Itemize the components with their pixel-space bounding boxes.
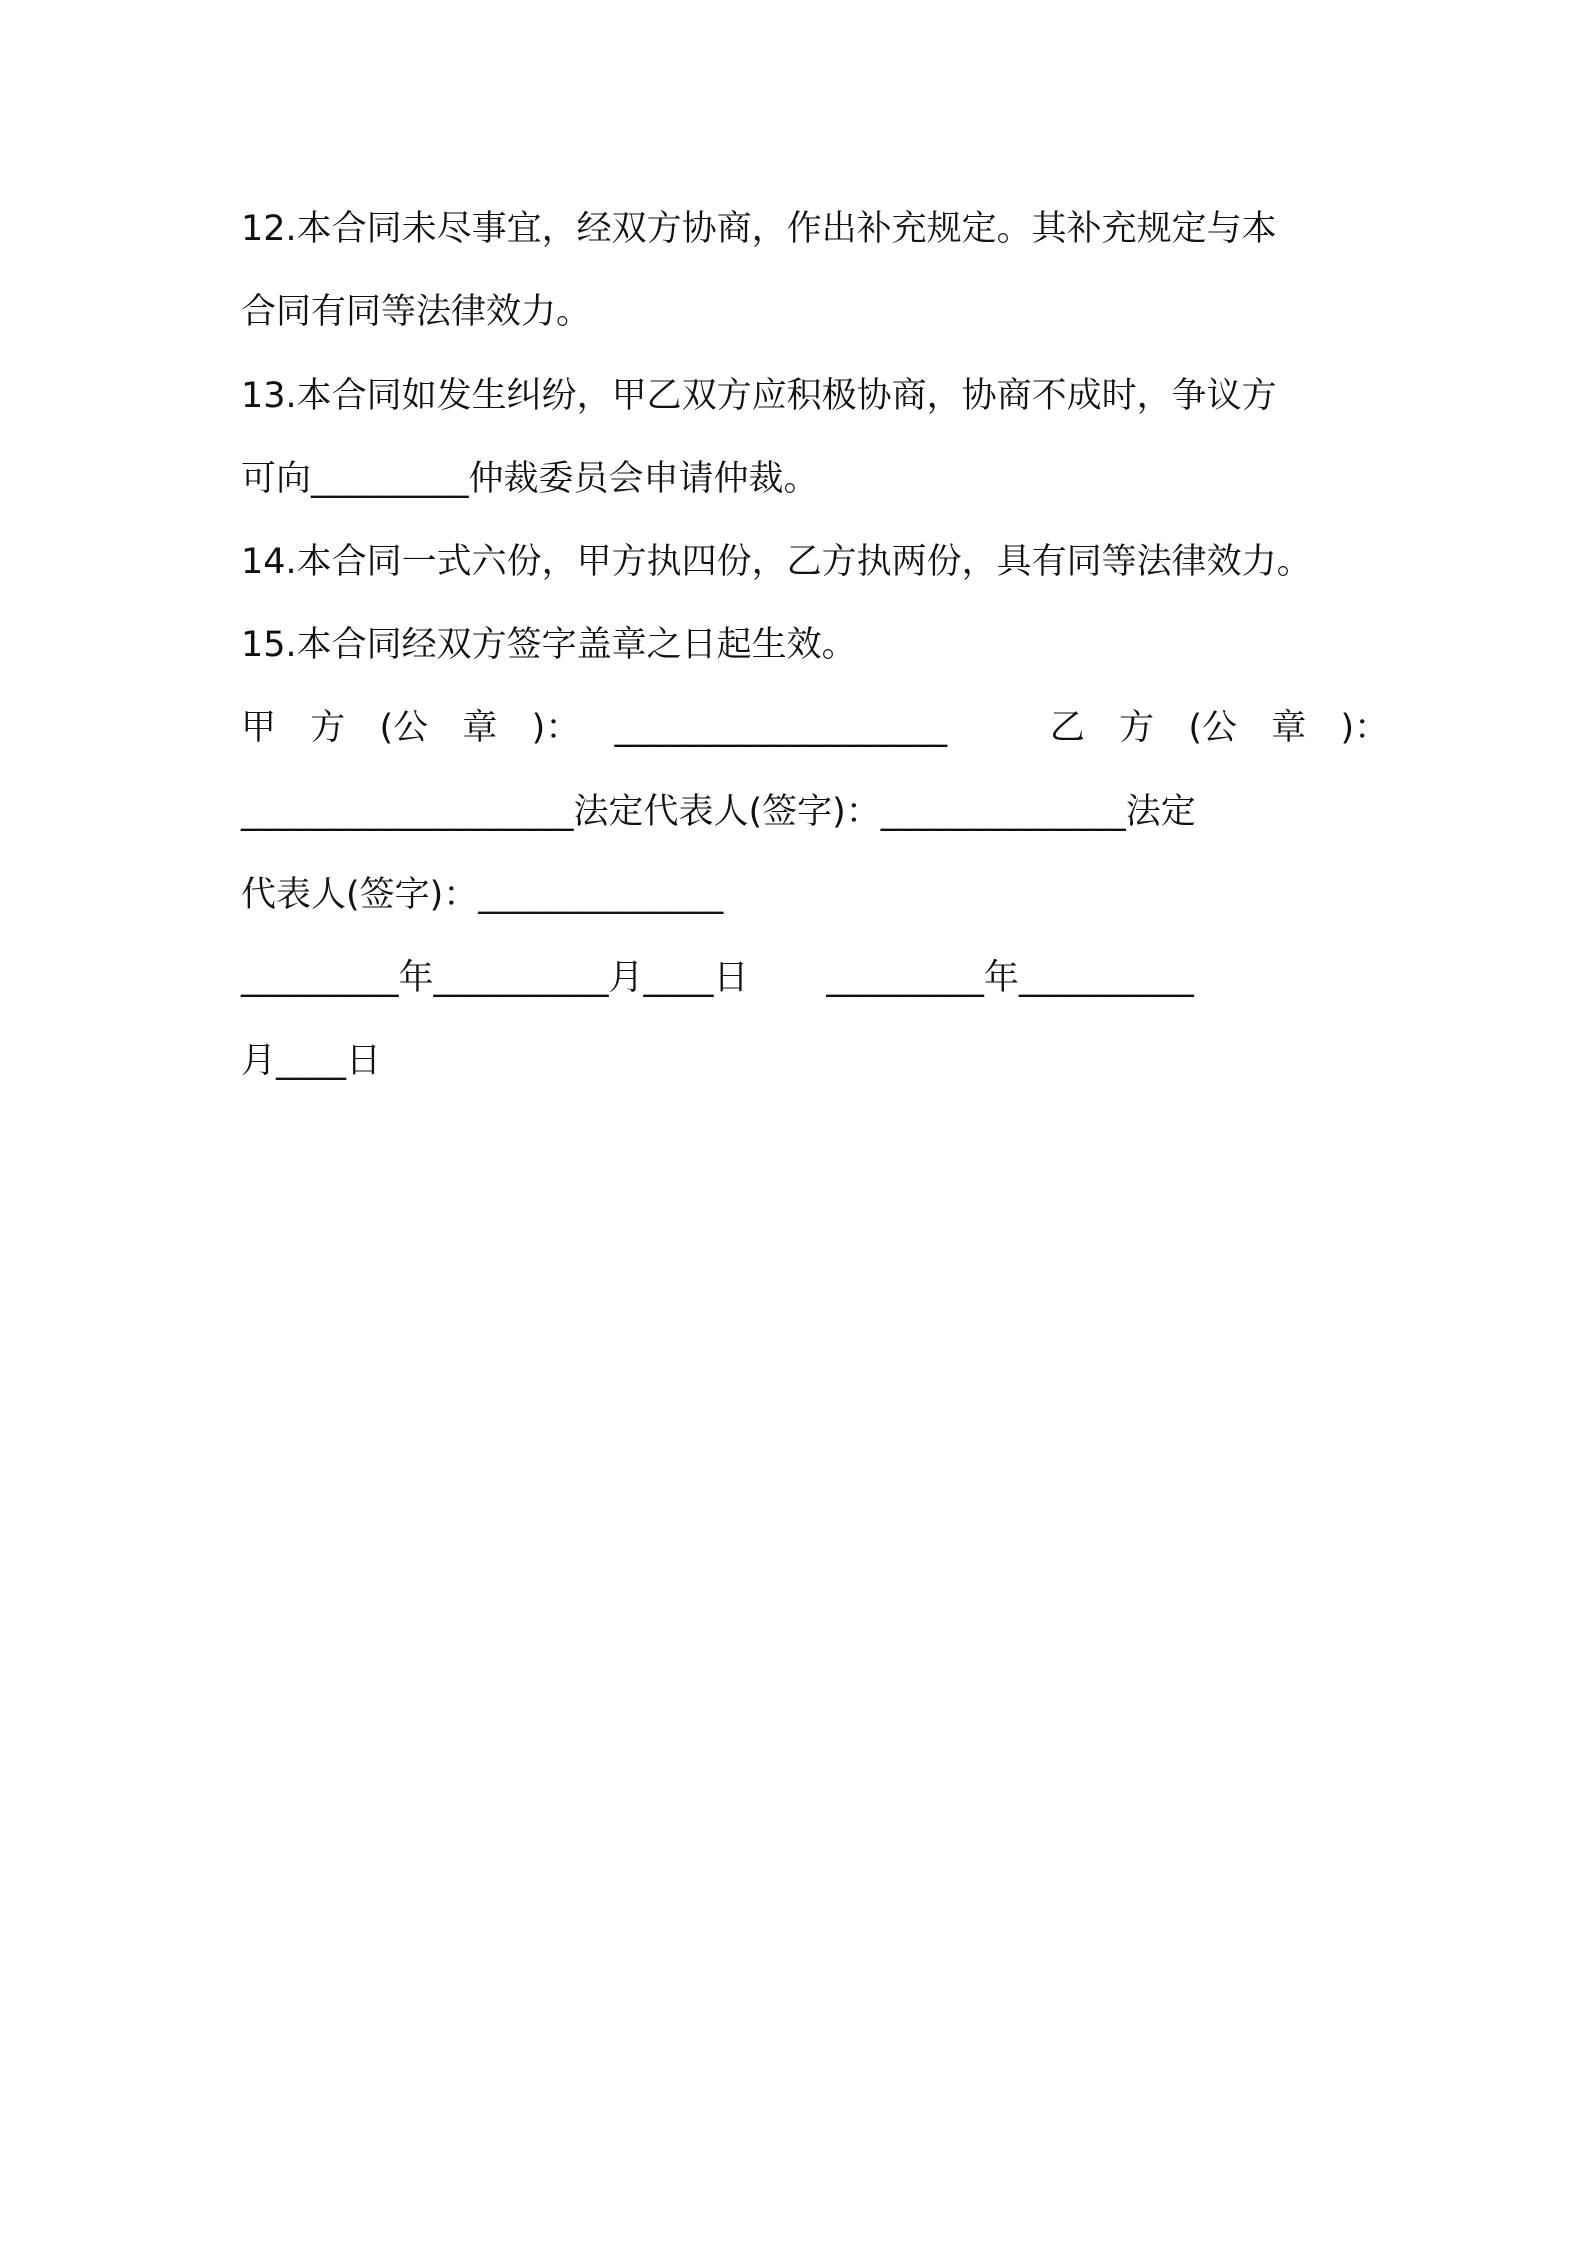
signature-date-line-2: 月____日 [241,1041,382,1081]
signature-party-line: 甲 方 (公 章 )： ___________________ 乙 方 (公 章 )： [241,708,1390,748]
signature-representative-line-2: 代表人(签字)：______________ [241,875,724,915]
clause-13-line-1: 13.本合同如发生纠纷，甲乙双方应积极协商，协商不成时，争议方 [241,376,1277,416]
clause-14: 14.本合同一式六份，甲方执四份，乙方执两份，具有同等法律效力。 [241,542,1312,582]
clause-15: 15.本合同经双方签字盖章之日起生效。 [241,625,857,665]
clause-12-line-2: 合同有同等法律效力。 [241,292,592,332]
clause-13-line-2: 可向_________仲裁委员会申请仲裁。 [241,459,819,499]
signature-date-line-1: _________年__________月____日 _________年__________ [241,958,1194,998]
signature-representative-line-1: ___________________法定代表人(签字)：______________法定 [241,792,1196,832]
clause-12-line-1: 12.本合同未尽事宜，经双方协商，作出补充规定。其补充规定与本 [241,209,1277,249]
